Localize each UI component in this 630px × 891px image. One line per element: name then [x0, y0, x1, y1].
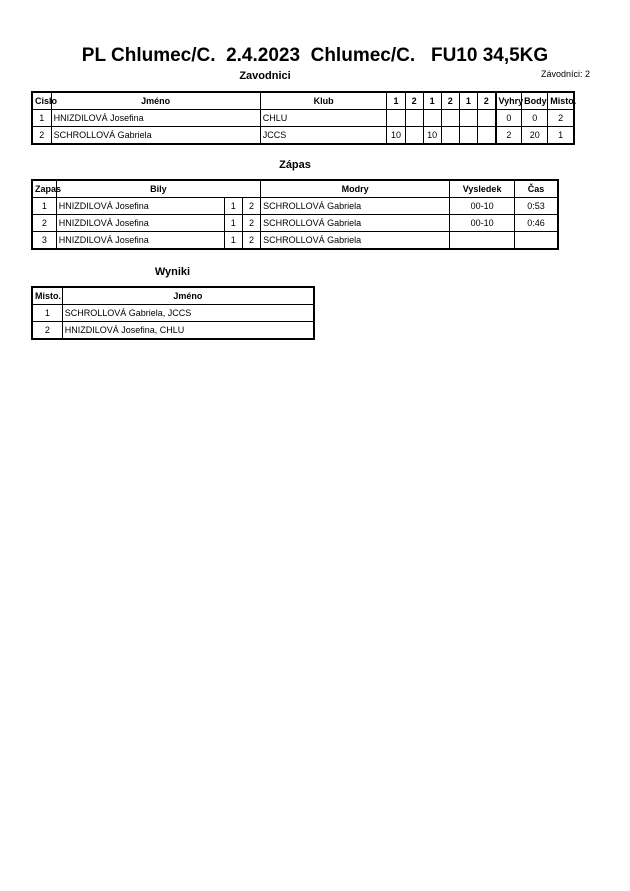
table-row [32, 322, 314, 340]
cell-round [459, 127, 477, 145]
col-klub: Klub [260, 92, 387, 110]
col-body: Body [522, 92, 548, 110]
col-round-1c: 1 [459, 92, 477, 110]
cell-misto: 2 [548, 110, 574, 127]
col-round-1a: 1 [387, 92, 405, 110]
cell-cas [514, 232, 558, 250]
table-row [32, 215, 558, 232]
col-cislo: Cislo [32, 92, 51, 110]
col-round-2a: 2 [405, 92, 423, 110]
page-title: PL Chlumec/C. 2.4.2023 Chlumec/C. FU10 34,5KG [81, 45, 549, 66]
cell-round [477, 127, 495, 145]
col-jmeno: Jméno [62, 287, 314, 305]
col-vysledek: Vysledek [450, 180, 515, 198]
col-round-2b: 2 [441, 92, 459, 110]
cell-body: 20 [522, 127, 548, 145]
competitors-header-row [32, 92, 574, 110]
cell-vysledek: 00-10 [450, 215, 515, 232]
cell-round [459, 110, 477, 127]
col-round-2c: 2 [477, 92, 495, 110]
cell-round [387, 110, 405, 127]
cell-zapas: 1 [32, 198, 56, 215]
cell-round [441, 110, 459, 127]
competitors-section-title: Zavodnici [239, 70, 291, 82]
col-misto: Misto. [548, 92, 574, 110]
matches-section-title: Zápas [279, 159, 311, 171]
cell-body: 0 [522, 110, 548, 127]
cell-vysledek: 00-10 [450, 198, 515, 215]
cell-score-2: 2 [242, 215, 260, 232]
col-round-1b: 1 [423, 92, 441, 110]
table-row [32, 110, 574, 127]
cell-score-1: 1 [224, 215, 242, 232]
cell-misto: 1 [32, 305, 62, 322]
cell-cas: 0:53 [514, 198, 558, 215]
cell-cislo: 2 [32, 127, 51, 145]
cell-bily: HNIZDILOVÁ Josefina [56, 232, 224, 250]
cell-cas: 0:46 [514, 215, 558, 232]
cell-jmeno: SCHROLLOVÁ Gabriela, JCCS [62, 305, 314, 322]
cell-round [405, 127, 423, 145]
cell-zapas: 2 [32, 215, 56, 232]
cell-vyhry: 0 [496, 110, 522, 127]
results-header-row [32, 287, 314, 305]
cell-misto: 2 [32, 322, 62, 340]
cell-vyhry: 2 [496, 127, 522, 145]
cell-round [423, 110, 441, 127]
cell-cislo: 1 [32, 110, 51, 127]
table-row [32, 232, 558, 250]
competitors-table [31, 91, 575, 145]
results-table [31, 286, 315, 340]
cell-modry: SCHROLLOVÁ Gabriela [261, 215, 450, 232]
cell-jmeno: SCHROLLOVÁ Gabriela [51, 127, 260, 145]
col-misto: Misto. [32, 287, 62, 305]
matches-table [31, 179, 559, 250]
col-cas: Čas [514, 180, 558, 198]
matches-header-row [32, 180, 558, 198]
cell-klub: JCCS [260, 127, 387, 145]
cell-round [477, 110, 495, 127]
cell-vysledek [450, 232, 515, 250]
cell-score-2: 2 [242, 232, 260, 250]
cell-jmeno: HNIZDILOVÁ Josefina [51, 110, 260, 127]
cell-score-2: 2 [242, 198, 260, 215]
col-bily: Bily [56, 180, 260, 198]
table-row [32, 127, 574, 145]
cell-bily: HNIZDILOVÁ Josefina [56, 215, 224, 232]
cell-jmeno: HNIZDILOVÁ Josefina, CHLU [62, 322, 314, 340]
cell-modry: SCHROLLOVÁ Gabriela [261, 198, 450, 215]
cell-round: 10 [387, 127, 405, 145]
cell-round [441, 127, 459, 145]
table-row [32, 198, 558, 215]
col-vyhry: Vyhry [496, 92, 522, 110]
cell-klub: CHLU [260, 110, 387, 127]
col-modry: Modry [261, 180, 450, 198]
cell-bily: HNIZDILOVÁ Josefina [56, 198, 224, 215]
col-zapas: Zapas [32, 180, 56, 198]
cell-round: 10 [423, 127, 441, 145]
table-row [32, 305, 314, 322]
cell-round [405, 110, 423, 127]
competitor-count: Závodníci: 2 [541, 69, 591, 79]
cell-misto: 1 [548, 127, 574, 145]
cell-score-1: 1 [224, 232, 242, 250]
col-jmeno: Jméno [51, 92, 260, 110]
results-section-title: Wyniki [154, 266, 191, 278]
cell-modry: SCHROLLOVÁ Gabriela [261, 232, 450, 250]
cell-score-1: 1 [224, 198, 242, 215]
cell-zapas: 3 [32, 232, 56, 250]
